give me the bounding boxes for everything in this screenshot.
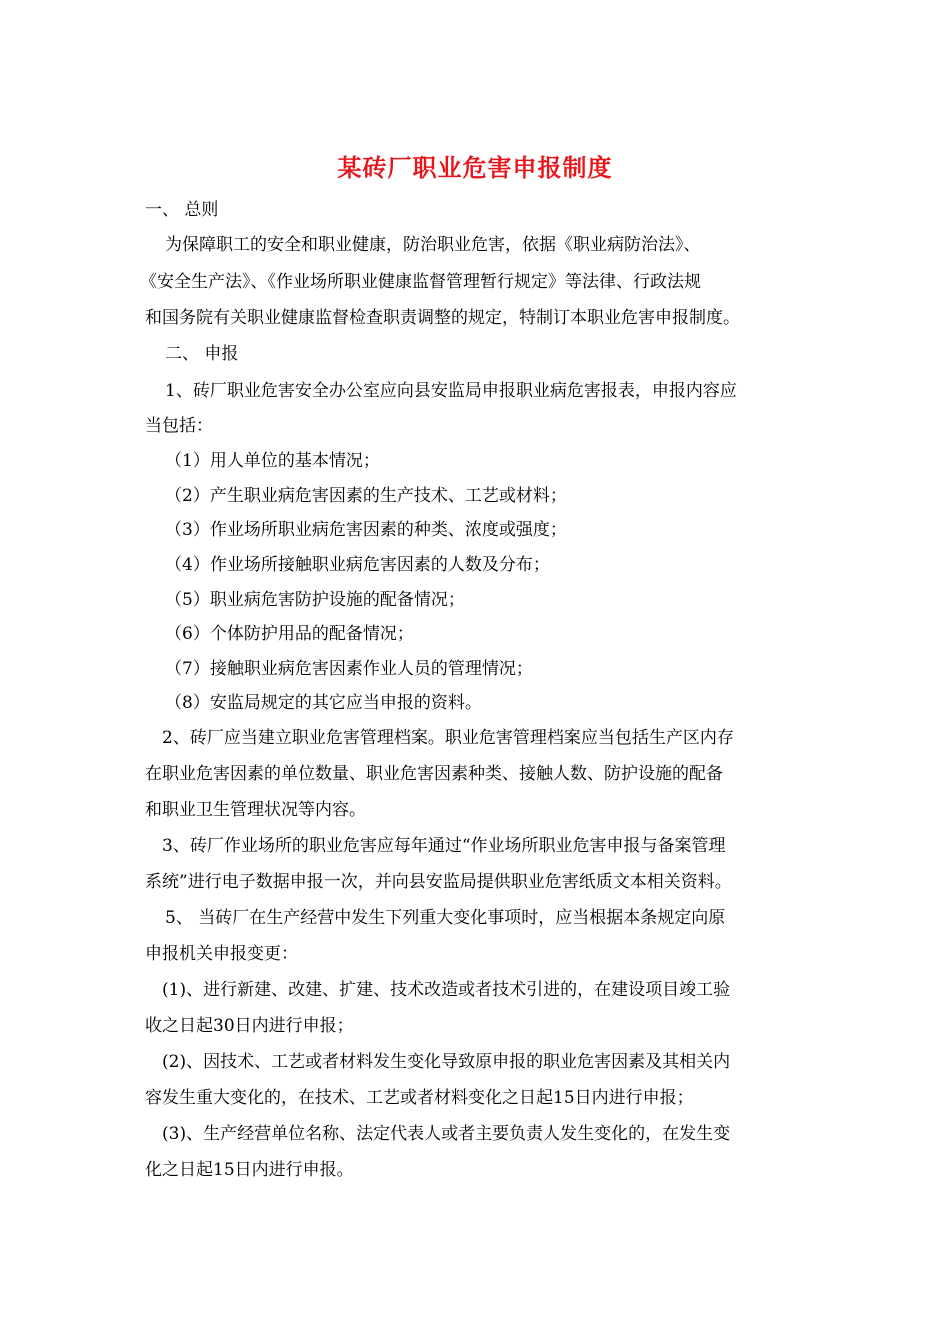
document-title: 某砖厂职业危害申报制度 <box>337 153 613 182</box>
list-item: （5）职业病危害防护设施的配备情况； <box>165 590 465 610</box>
paragraph-line: 当包括： <box>145 416 213 436</box>
paragraph-line: 5、 当砖厂在生产经营中发生下列重大变化事项时，应当根据本条规定向原 <box>165 908 726 928</box>
paragraph-line: 收之日起30日内进行申报； <box>145 1016 354 1036</box>
paragraph-line: 2、砖厂应当建立职业危害管理档案。职业危害管理档案应当包括生产区内存 <box>162 728 734 748</box>
list-item: （8）安监局规定的其它应当申报的资料。 <box>165 693 482 713</box>
list-item: （1）用人单位的基本情况； <box>165 451 380 471</box>
paragraph-line: (1)、进行新建、改建、扩建、技术改造或者技术引进的，在建设项目竣工验 <box>162 980 731 1000</box>
paragraph-line: 《安全生产法》、《作业场所职业健康监督管理暂行规定》等法律、行政法规 <box>140 272 701 292</box>
list-item: （6）个体防护用品的配备情况； <box>165 624 414 644</box>
paragraph-line: 化之日起15日内进行申报。 <box>145 1160 354 1180</box>
paragraph-line: 在职业危害因素的单位数量、职业危害因素种类、接触人数、防护设施的配备 <box>145 764 723 784</box>
section-heading-general: 一、 总则 <box>145 200 219 220</box>
paragraph-line: 容发生重大变化的，在技术、工艺或者材料变化之日起15日内进行申报； <box>145 1088 694 1108</box>
list-item: （2）产生职业病危害因素的生产技术、工艺或材料； <box>165 486 567 506</box>
paragraph-line: 系统”进行电子数据申报一次，并向县安监局提供职业危害纸质文本相关资料。 <box>145 872 732 892</box>
paragraph-line: 申报机关申报变更： <box>145 944 298 964</box>
list-item: （3）作业场所职业病危害因素的种类、浓度或强度； <box>165 520 567 540</box>
section-heading-report: 二、 申报 <box>165 344 239 364</box>
paragraph-line: 和国务院有关职业健康监督检查职责调整的规定，特制订本职业危害申报制度。 <box>145 308 740 328</box>
paragraph-line: 和职业卫生管理状况等内容。 <box>145 800 366 820</box>
paragraph-line: 3、砖厂作业场所的职业危害应每年通过“作业场所职业危害申报与备案管理 <box>162 836 726 856</box>
list-item: （7）接触职业病危害因素作业人员的管理情况； <box>165 659 533 679</box>
paragraph-line: (3)、生产经营单位名称、法定代表人或者主要负责人发生变化的，在发生变 <box>162 1124 731 1144</box>
paragraph-line: 1、砖厂职业危害安全办公室应向县安监局申报职业病危害报表，申报内容应 <box>165 381 737 401</box>
list-item: （4）作业场所接触职业病危害因素的人数及分布； <box>165 555 550 575</box>
paragraph-line: 为保障职工的安全和职业健康，防治职业危害，依据《职业病防治法》、 <box>165 235 701 255</box>
paragraph-line: (2)、因技术、工艺或者材料发生变化导致原申报的职业危害因素及其相关内 <box>162 1052 731 1072</box>
